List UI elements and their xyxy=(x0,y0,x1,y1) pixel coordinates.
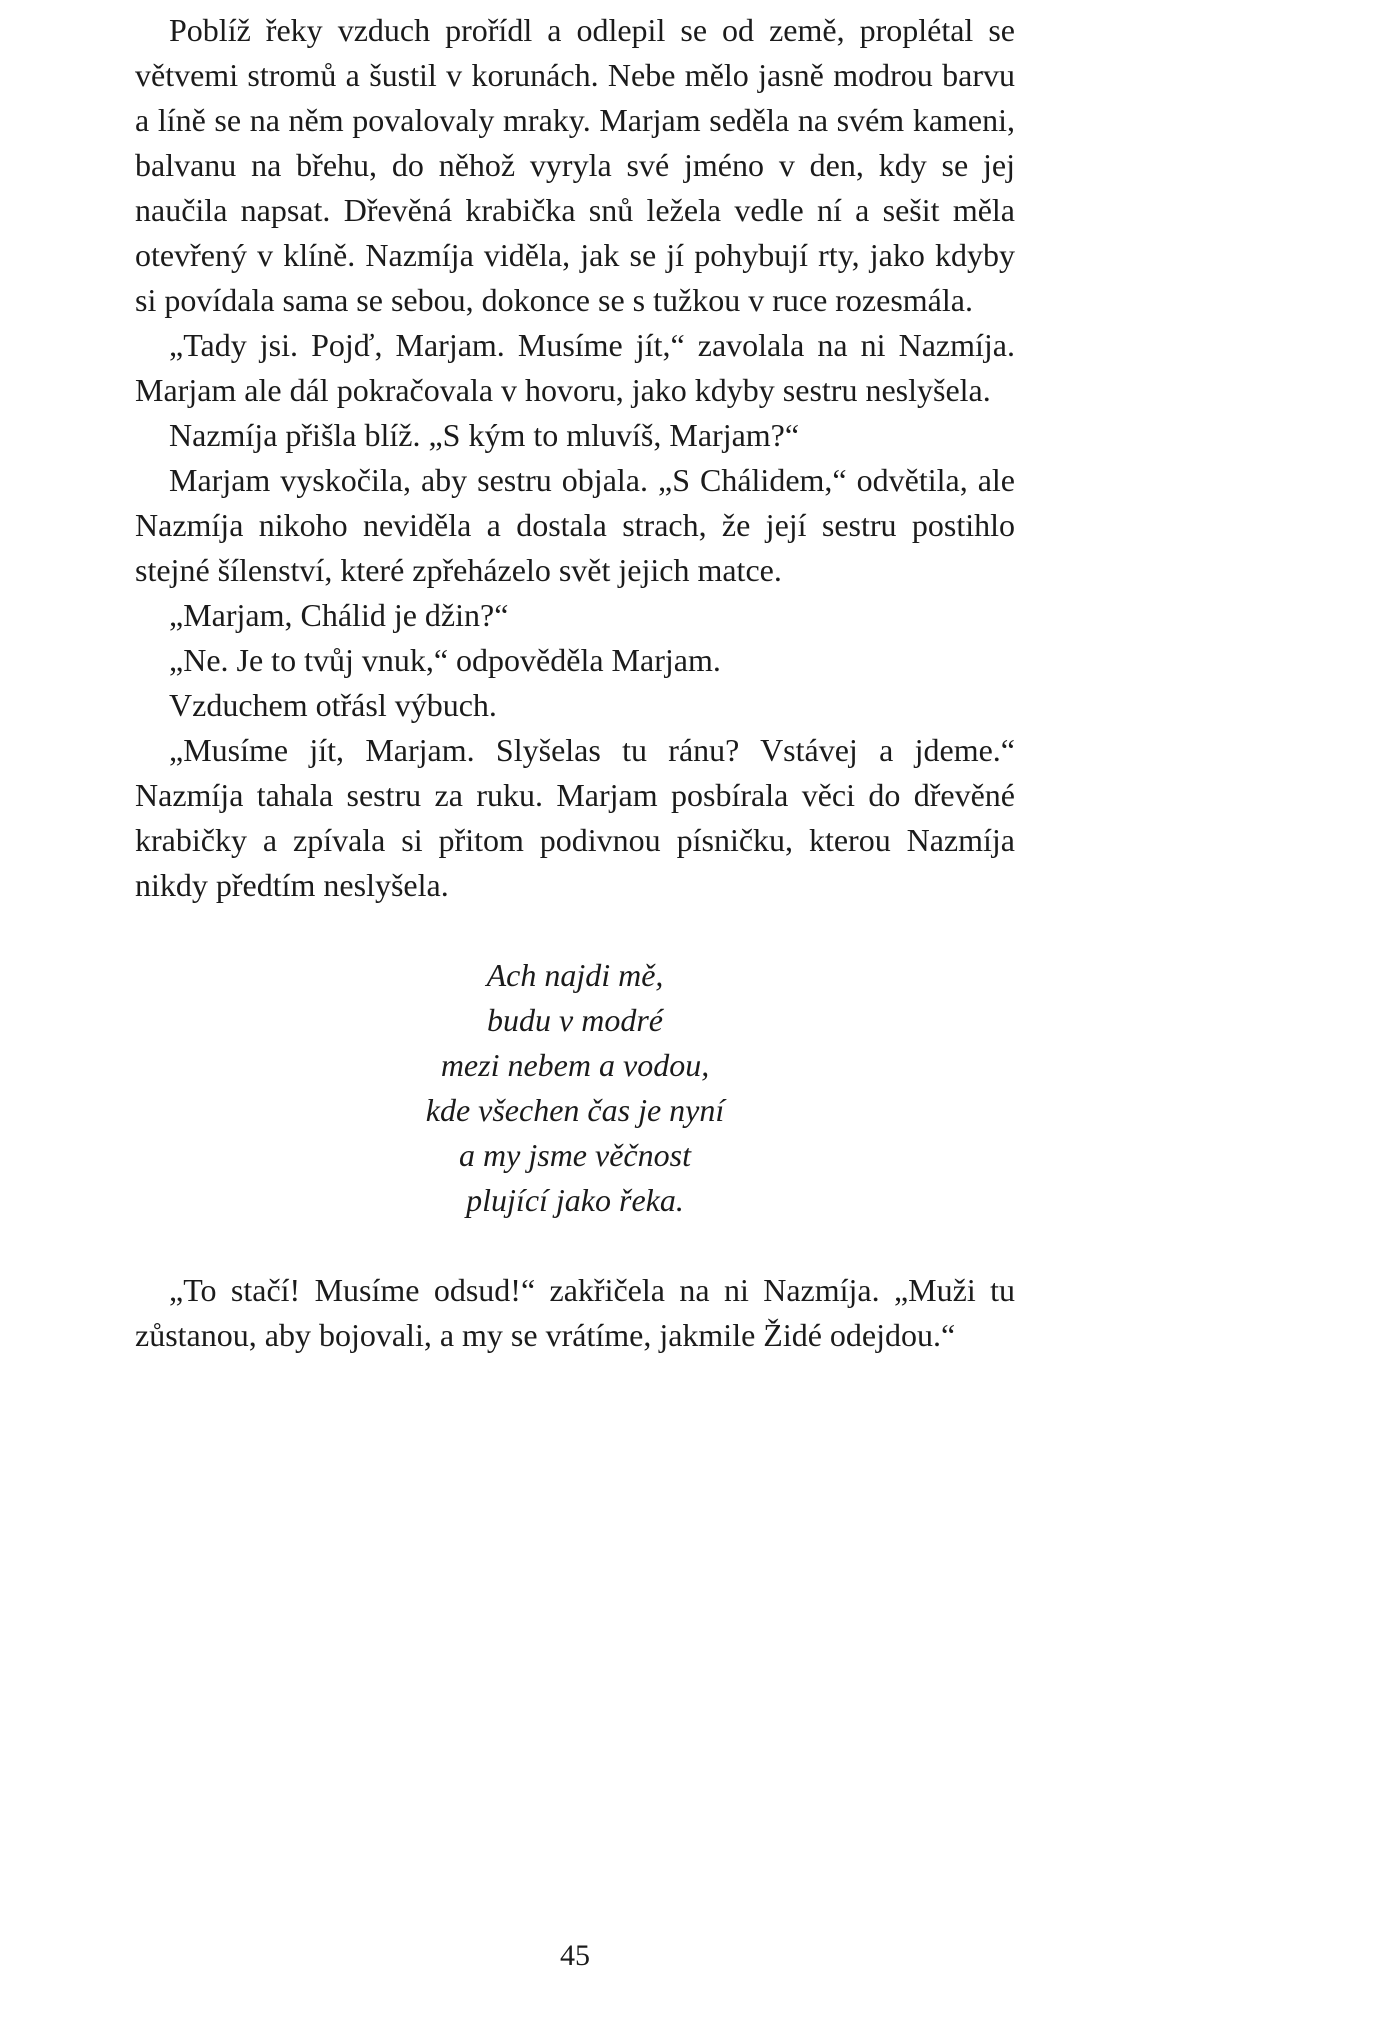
paragraph-2: „Tady jsi. Pojď, Marjam. Musíme jít,“ zavolala na ni Nazmíja. Marjam ale dál pokračovala v hovoru, jako kdyby sestru neslyšela. xyxy=(135,327,1015,408)
poem-line-5: a my jsme věčnost xyxy=(459,1137,691,1173)
paragraph-9: „To stačí! Musíme odsud!“ zakřičela na ni Nazmíja. „Muži tu zůstanou, aby bojovali, a my se vrátíme, jakmile Židé odejdou.“ xyxy=(135,1272,1015,1353)
poem-line-6: plující jako řeka. xyxy=(466,1182,684,1218)
paragraph-1: Poblíž řeky vzduch prořídl a odlepil se od země, proplétal se větvemi stromů a šustil v korunách. Nebe mělo jasně modrou barvu a líně se na něm povalovaly mraky. Marjam seděla na svém kameni, balvanu na břehu, do něhož vyryla své jméno v den, kdy se jej naučila napsat. Dřevěná krabička snů ležela vedle ní a sešit měla otevřený v klíně. Nazmíja viděla, jak se jí pohybují rty, jako kdyby si povídala sama se sebou, dokonce se s tužkou v ruce rozesmála. xyxy=(135,12,1015,318)
paragraph-3: Nazmíja přišla blíž. „S kým to mluvíš, Marjam?“ xyxy=(169,417,800,453)
poem-line-4: kde všechen čas je nyní xyxy=(425,1092,725,1128)
paragraph-8: „Musíme jít, Marjam. Slyšelas tu ránu? Vstávej a jdeme.“ Nazmíja tahala sestru za ruku. Marjam posbírala věci do dřevěné krabičky a zpívala si přitom podivnou písničku, kterou Nazmíja nikdy předtím neslyšela. xyxy=(135,732,1015,903)
poem xyxy=(135,953,1015,1223)
poem-line-2: budu v modré xyxy=(487,1002,663,1038)
text-block xyxy=(135,8,1015,1358)
poem-line-1: Ach najdi mě, xyxy=(486,957,664,993)
page-number: 45 xyxy=(560,1939,590,1972)
paragraph-6: „Ne. Je to tvůj vnuk,“ odpověděla Marjam. xyxy=(169,642,721,678)
poem-line-3: mezi nebem a vodou, xyxy=(440,1047,710,1083)
paragraph-4: Marjam vyskočila, aby sestru objala. „S Chálidem,“ odvětila, ale Nazmíja nikoho neviděla a dostala strach, že její sestru postihlo stejné šílenství, které zpřeházelo svět jejich matce. xyxy=(135,462,1015,588)
paragraph-5: „Marjam, Chálid je džin?“ xyxy=(169,597,509,633)
paragraph-7: Vzduchem otřásl výbuch. xyxy=(169,687,497,723)
